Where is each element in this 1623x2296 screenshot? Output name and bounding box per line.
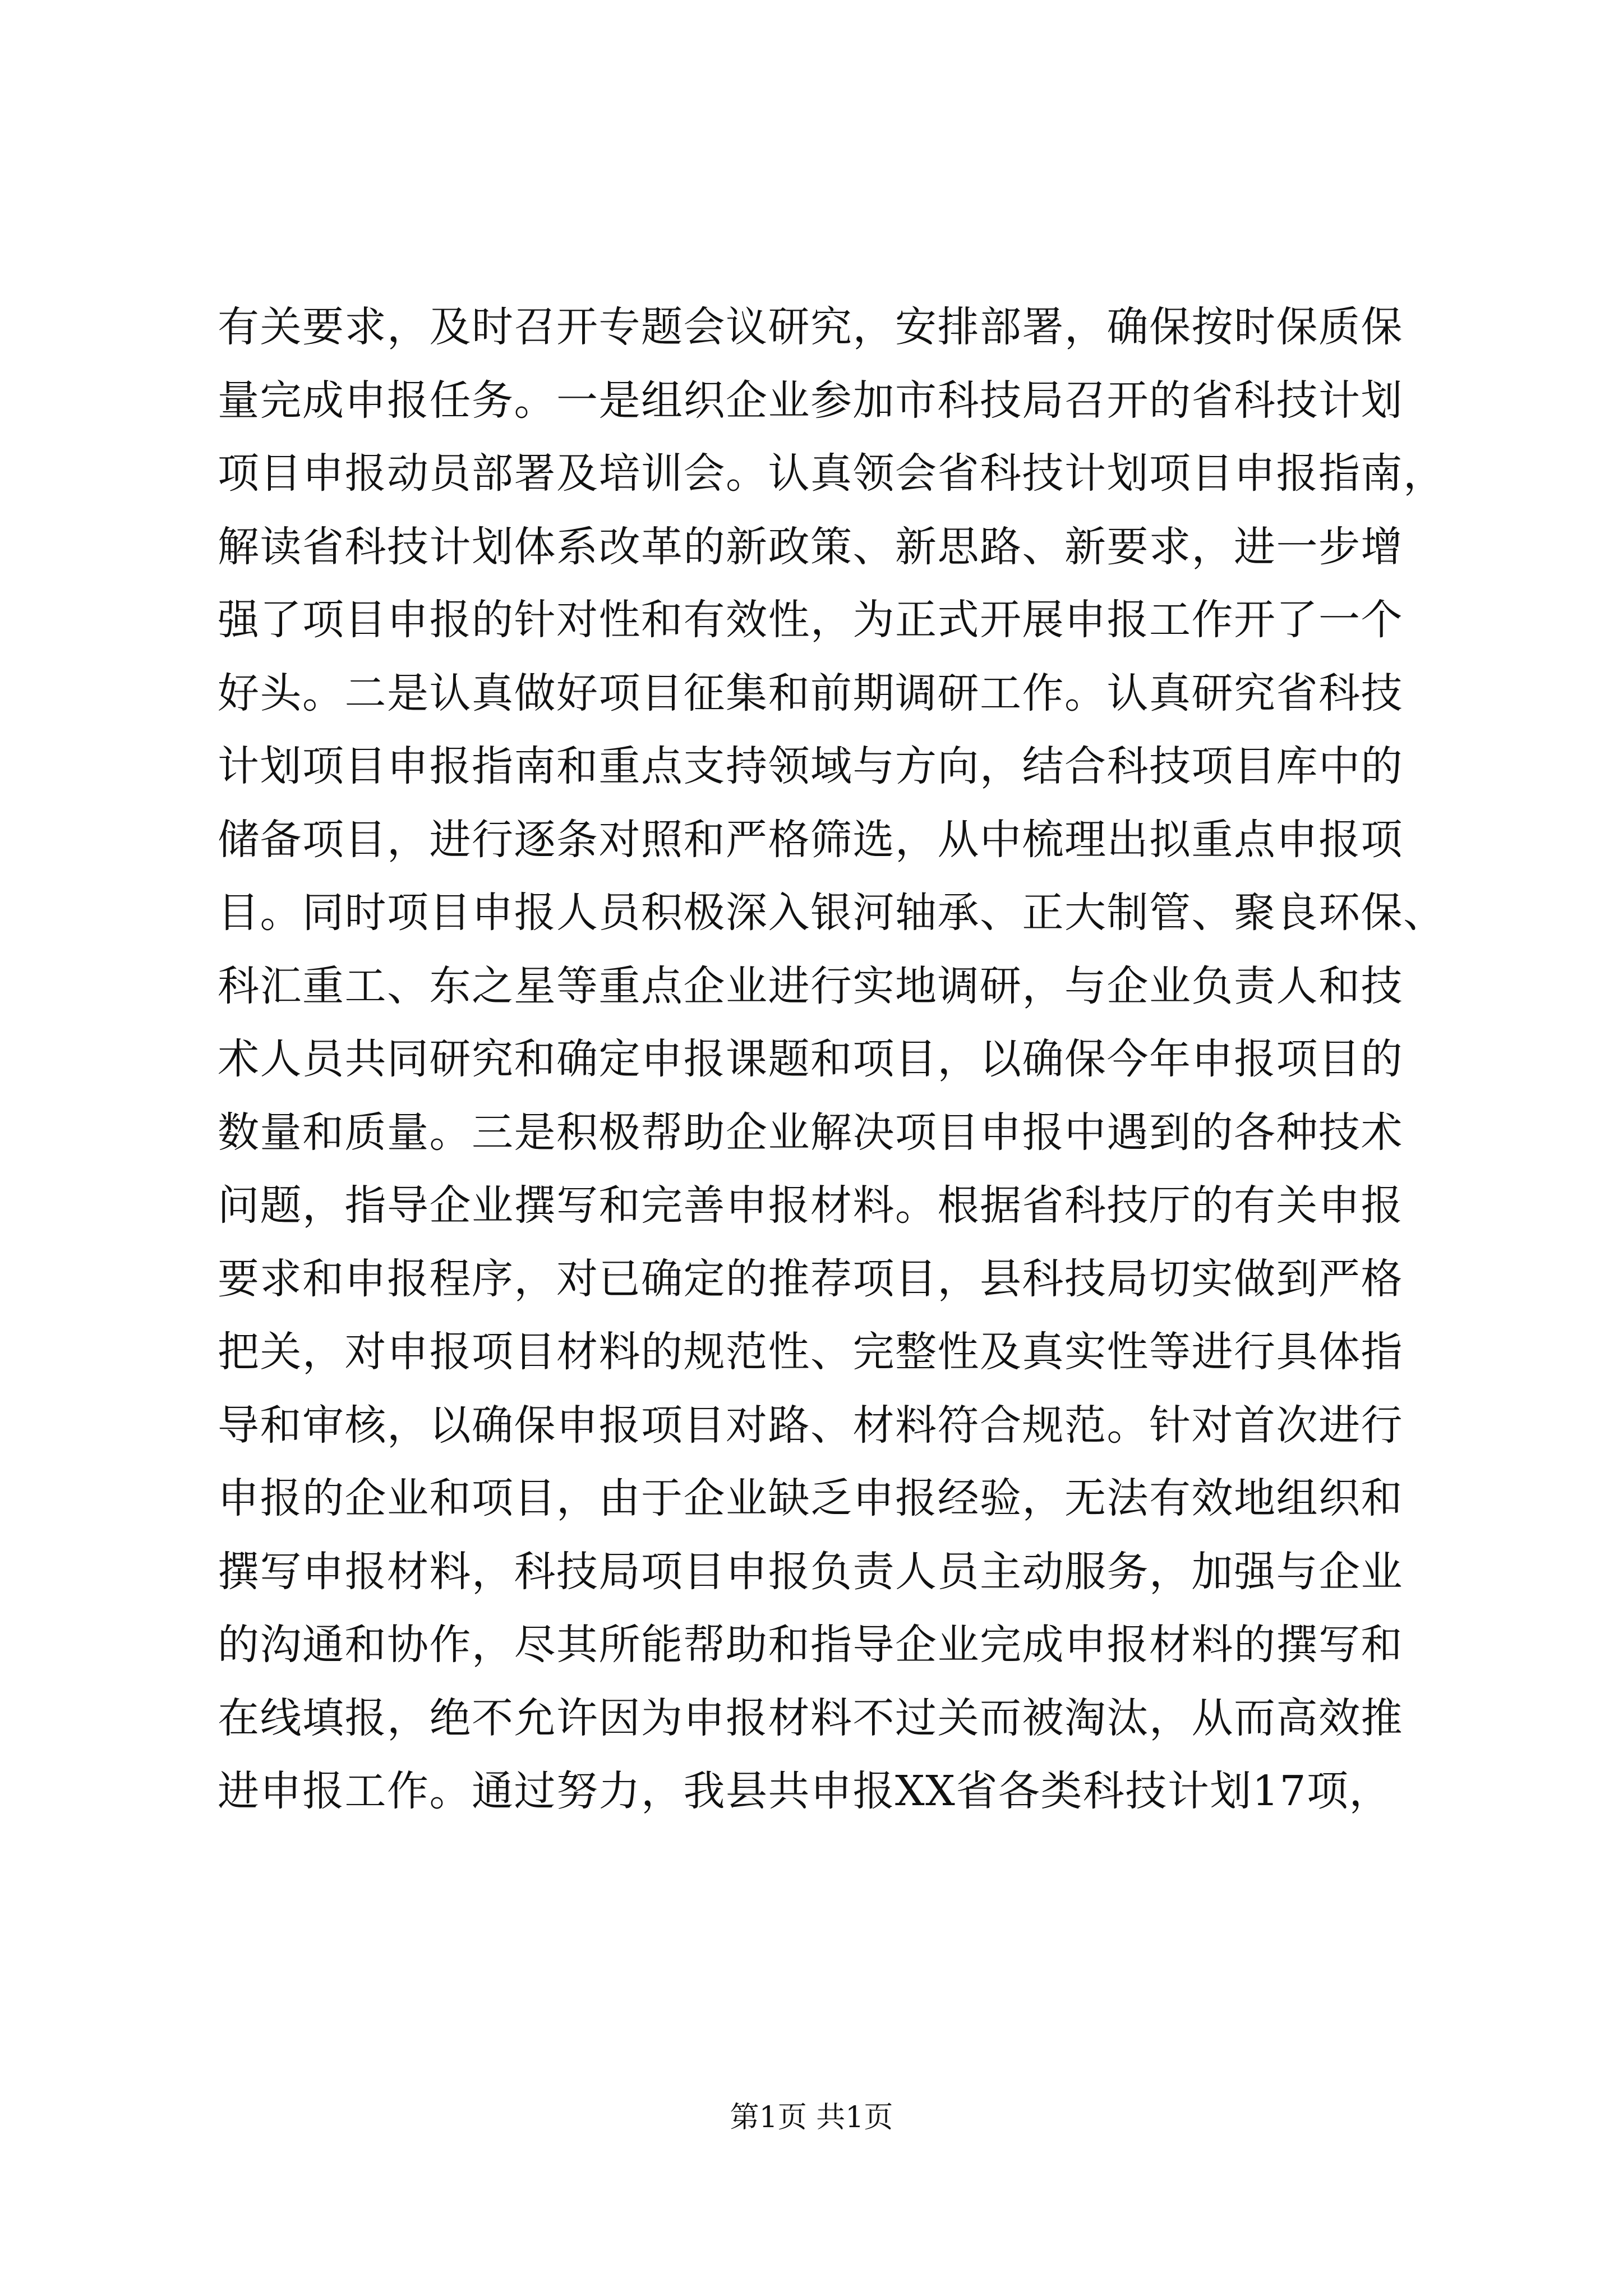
- text-line: 进申报工作。通过努力，我县共申报XX省各类科技计划17项，: [218, 1767, 1392, 1815]
- text-line: 强了项目申报的针对性和有效性，为正式开展申报工作开了一个: [218, 596, 1403, 644]
- text-line: 量完成申报任务。一是组织企业参加市科技局召开的省科技计划: [218, 376, 1403, 425]
- text-line: 要求和申报程序，对已确定的推荐项目，县科技局切实做到严格: [218, 1254, 1403, 1303]
- text-line: 科汇重工、东之星等重点企业进行实地调研，与企业负责人和技: [218, 961, 1403, 1010]
- text-line: 数量和质量。三是积极帮助企业解决项目申报中遇到的各种技术: [218, 1108, 1403, 1157]
- text-line: 撰写申报材料，科技局项目申报负责人员主动服务，加强与企业: [218, 1547, 1403, 1596]
- text-line: 的沟通和协作，尽其所能帮助和指导企业完成申报材料的撰写和: [218, 1621, 1403, 1669]
- page-footer: [0, 2098, 1623, 2137]
- text-line: 导和审核，以确保申报项目对路、材料符合规范。针对首次进行: [218, 1401, 1403, 1450]
- page-number-label: 第1页 共1页: [730, 2101, 893, 2134]
- body-paragraph: [218, 291, 1446, 1828]
- text-line: 项目申报动员部署及培训会。认真领会省科技计划项目申报指南，: [218, 449, 1446, 498]
- text-line: 解读省科技计划体系改革的新政策、新思路、新要求，进一步增: [218, 522, 1403, 571]
- text-line: 把关，对申报项目材料的规范性、完整性及真实性等进行具体指: [218, 1328, 1403, 1376]
- text-line: 申报的企业和项目，由于企业缺乏申报经验，无法有效地组织和: [218, 1474, 1403, 1522]
- text-line: 储备项目，进行逐条对照和严格筛选，从中梳理出拟重点申报项: [218, 815, 1403, 864]
- text-line: 好头。二是认真做好项目征集和前期调研工作。认真研究省科技: [218, 669, 1403, 717]
- text-line: 目。同时项目申报人员积极深入银河轴承、正大制管、聚良环保、: [218, 889, 1446, 937]
- text-line: 问题，指导企业撰写和完善申报材料。根据省科技厅的有关申报: [218, 1181, 1403, 1230]
- text-line: 计划项目申报指南和重点支持领域与方向，结合科技项目库中的: [218, 742, 1403, 790]
- text-line: 在线填报，绝不允许因为申报材料不过关而被淘汰，从而高效推: [218, 1694, 1403, 1742]
- text-line: 术人员共同研究和确定申报课题和项目，以确保今年申报项目的: [218, 1035, 1403, 1083]
- text-line: 有关要求，及时召开专题会议研究，安排部署，确保按时保质保: [218, 303, 1403, 351]
